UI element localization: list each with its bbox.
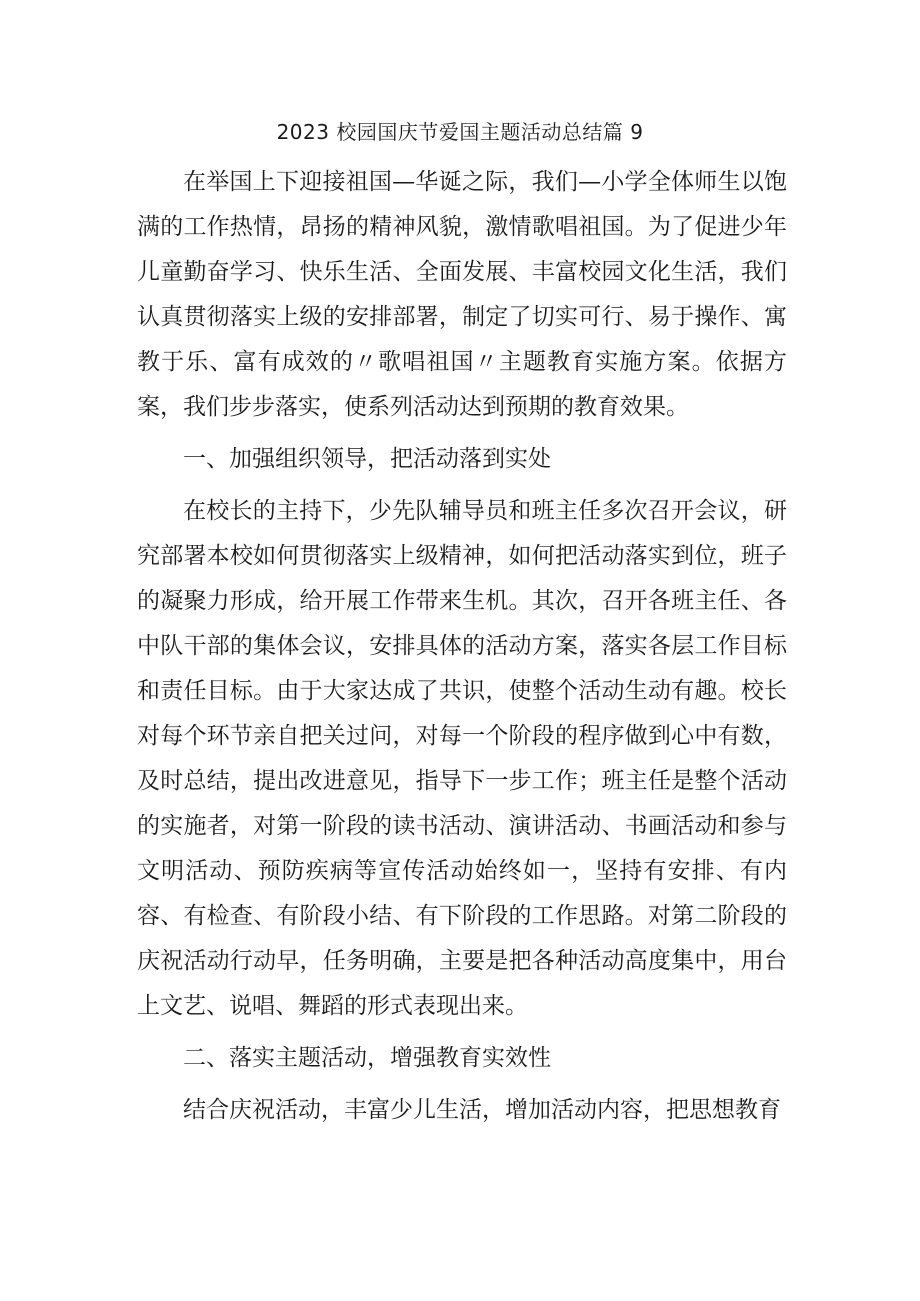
section-2-paragraph: 结合庆祝活动，丰富少儿生活，增加活动内容，把思想教育 bbox=[183, 1097, 781, 1123]
section-1-paragraph: 在校长的主持下，少先队辅导员和班主任多次召开会议，研究部署本校如何贯彻落实上级精神，如何把活动落实到位，班子的凝聚力形成，给开展工作带来生机。其次，召开各班主任、各中队干部的集体会议，安排具体的活动方案，落实各层工作目标和责任目标。由于大家达成了共识，使整个活动生动有趣。校长对每个环节亲自把关过问，对每一个阶段的程序做到心中有数，及时总结，提出改进意见，指导下一步工作；班主任是整个活动的实施者，对第一阶段的读书活动、演讲活动、书画活动和参与文明活动、预防疾病等宣传活动始终如一，坚持有安排、有内容、有检查、有阶段小结、有下阶段的工作思路。对第二阶段的庆祝活动行动早，任务明确，主要是把各种活动高度集中，用台上文艺、说唱、舞蹈的形式表现出来。 bbox=[137, 498, 787, 1019]
section-2-heading: 二、落实主题活动，增强教育实效性 bbox=[183, 1045, 551, 1071]
section-1-heading: 一、加强组织领导，把活动落到实处 bbox=[183, 446, 551, 472]
document-body bbox=[137, 160, 787, 1133]
document-title: 2023 校园国庆节爱国主题活动总结篇 9 bbox=[276, 120, 644, 144]
intro-paragraph: 在举国上下迎接祖国—华诞之际，我们—小学全体师生以饱满的工作热情，昂扬的精神风貌，激情歌唱祖国。为了促进少年儿童勤奋学习、快乐生活、全面发展、丰富校园文化生活，我们认真贯彻落实上级的安排部署，制定了切实可行、易于操作、寓教于乐、富有成效的〃歌唱祖国〃主题教育实施方案。依据方案，我们步步落实，使系列活动达到预期的教育效果。 bbox=[137, 169, 787, 420]
